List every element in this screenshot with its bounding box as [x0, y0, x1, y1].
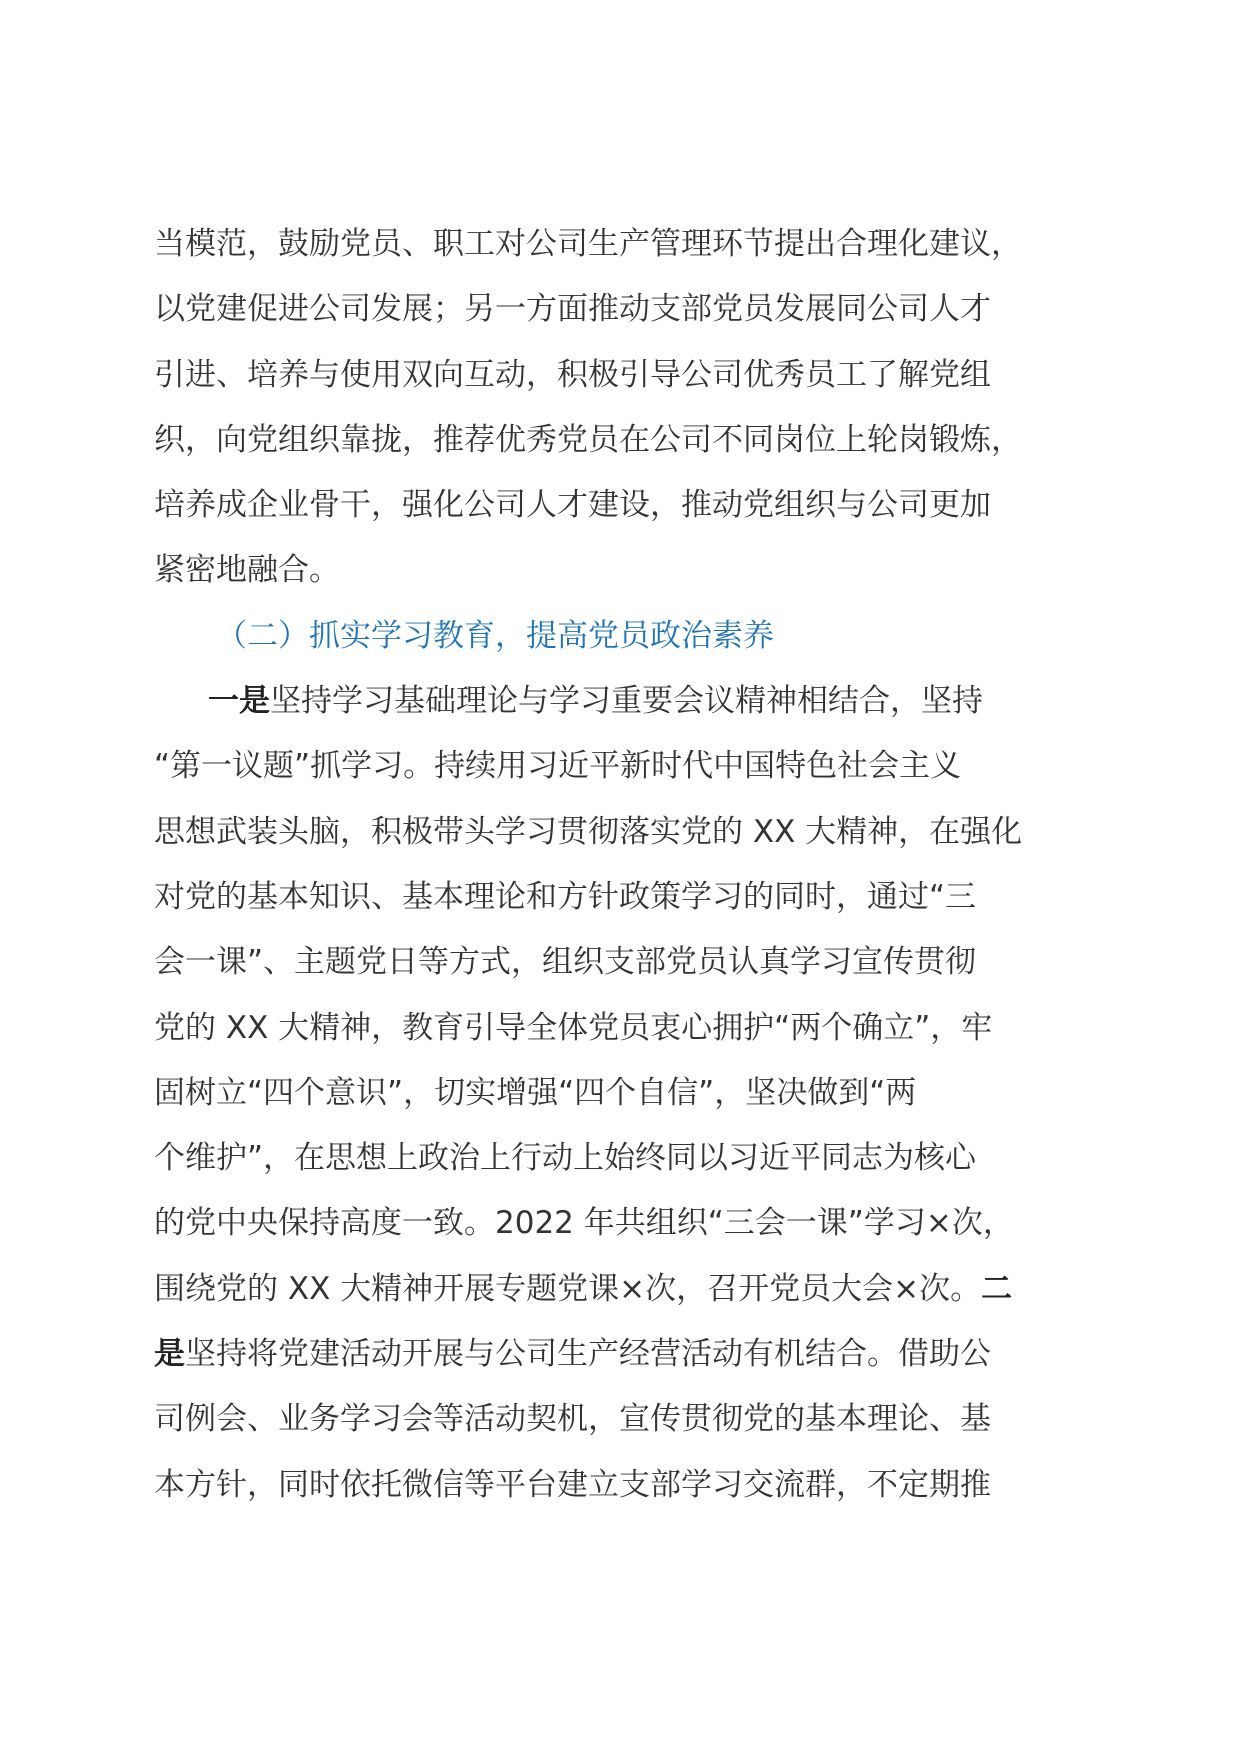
paragraph-line: 个维护”，在思想上政治上行动上始终同以习近平同志为核心 — [154, 1140, 977, 1177]
paragraph-line — [154, 1322, 1094, 1387]
paragraph-line: 固树立“四个意识”，切实增强“四个自信”，坚决做到“两 — [154, 1074, 917, 1111]
section-heading: （二）抓实学习教育，提高党员政治素养 — [216, 617, 774, 654]
paragraph-first-line — [154, 669, 1094, 734]
document-body — [154, 212, 1094, 1518]
paragraph-line: 织，向党组织靠拢，推荐优秀党员在公司不同岗位上轮岗锻炼， — [154, 421, 1022, 458]
point-label-second-part: 二 — [981, 1270, 1013, 1307]
paragraph-line: 司例会、业务学习会等活动契机，宣传贯彻党的基本理论、基 — [154, 1401, 991, 1438]
paragraph-line: 引进、培养与使用双向互动，积极引导公司优秀员工了解党组 — [154, 356, 991, 393]
paragraph-line: 本方针，同时依托微信等平台建立支部学习交流群，不定期推 — [154, 1466, 991, 1503]
paragraph-line: 培养成企业骨干，强化公司人才建设，推动党组织与公司更加 — [154, 487, 991, 524]
point-text: 围绕党的 XX 大精神开展专题党课×次，召开党员大会×次。 — [154, 1270, 982, 1307]
paragraph-line: “第一议题”抓学习。持续用习近平新时代中国特色社会主义 — [154, 748, 962, 785]
point-label-second-part: 是 — [154, 1336, 185, 1373]
paragraph-line: 以党建促进公司发展；另一方面推动支部党员发展同公司人才 — [154, 291, 991, 328]
point-text: 坚持将党建活动开展与公司生产经营活动有机结合。借助公 — [185, 1336, 991, 1373]
paragraph-line: 会一课”、主题党日等方式，组织支部党员认真学习宣传贯彻 — [154, 944, 977, 981]
paragraph-line: 的党中央保持高度一致。2022 年共组织“三会一课”学习×次， — [154, 1205, 1014, 1242]
paragraph-line: 对党的基本知识、基本理论和方针政策学习的同时，通过“三 — [154, 878, 977, 915]
paragraph-line: 紧密地融合。 — [154, 552, 340, 589]
paragraph-line: 当模范，鼓励党员、职工对公司生产管理环节提出合理化建议， — [154, 226, 1022, 262]
paragraph-line: 思想武装头脑，积极带头学习贯彻落实党的 XX 大精神，在强化 — [154, 813, 1023, 850]
point-text: 坚持学习基础理论与学习重要会议精神相结合，坚持 — [270, 683, 983, 720]
paragraph-line: 党的 XX 大精神，教育引导全体党员衷心拥护“两个确立”，牢 — [154, 1009, 993, 1046]
paragraph-line — [154, 1257, 1094, 1322]
point-label-first: 一是 — [208, 683, 270, 720]
